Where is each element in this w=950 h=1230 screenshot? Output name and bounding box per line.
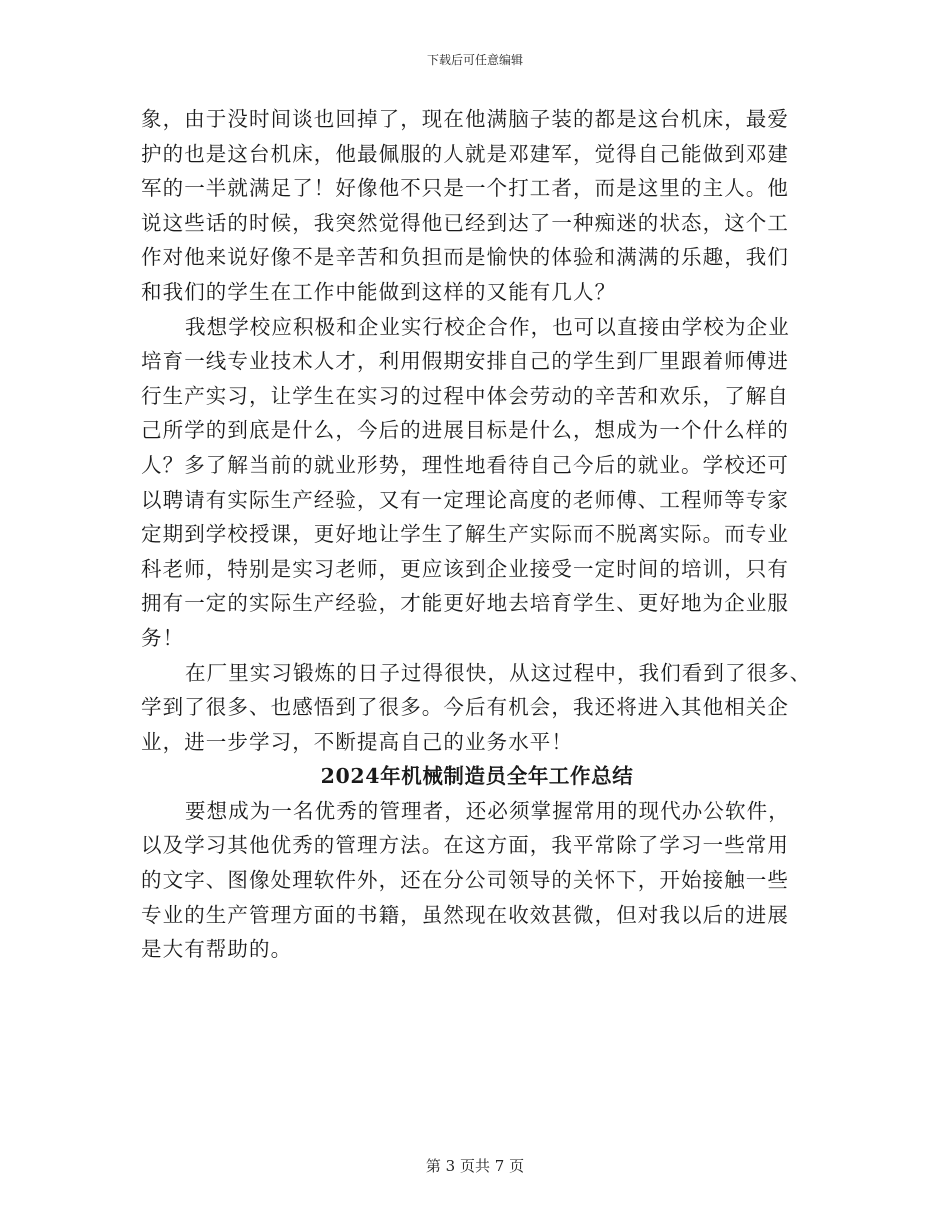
text-line: 己所学的到底是什么，今后的进展目标是什么，想成为一个什么样的 xyxy=(141,418,789,443)
text-line: 我想学校应积极和企业实行校企合作，也可以直接由学校为企业 xyxy=(185,314,790,339)
text-line: 业，进一步学习，不断提高自己的业务水平！ xyxy=(141,729,573,754)
text-line: 培育一线专业技术人才，利用假期安排自己的学生到厂里跟着师傅进 xyxy=(141,349,789,374)
paragraph xyxy=(141,656,811,760)
paragraph xyxy=(141,310,811,656)
page-number: 第 3 页共 7 页 xyxy=(425,1157,525,1175)
text-line: 拥有一定的实际生产经验，才能更好地去培育学生、更好地为企业服 xyxy=(141,591,789,616)
text-line: 是大有帮助的。 xyxy=(141,937,293,962)
text-line: 在厂里实习锻炼的日子过得很快，从这过程中，我们看到了很多、 xyxy=(185,660,812,685)
page-footer xyxy=(0,1156,950,1176)
text-line: 要想成为一名优秀的管理者，还必须掌握常用的现代办公软件， xyxy=(185,798,790,823)
paragraph xyxy=(141,102,811,310)
text-line: 和我们的学生在工作中能做到这样的又能有几人？ xyxy=(141,279,617,304)
text-line: 军的一半就满足了！好像他不只是一个打工者，而是这里的主人。他 xyxy=(141,176,789,201)
text-line: 务！ xyxy=(141,625,185,650)
page-header xyxy=(0,52,950,68)
text-line: 护的也是这台机床，他最佩服的人就是邓建军，觉得自己能做到邓建 xyxy=(141,141,789,166)
text-line: 学到了很多、也感悟到了很多。今后有机会，我还将进入其他相关企 xyxy=(141,695,789,720)
text-line: 人？多了解当前的就业形势，理性地看待自己今后的就业。学校还可 xyxy=(141,452,789,477)
text-line: 行生产实习，让学生在实习的过程中体会劳动的辛苦和欢乐，了解自 xyxy=(141,383,789,408)
text-line: 作对他来说好像不是辛苦和负担而是愉快的体验和满满的乐趣，我们 xyxy=(141,245,789,270)
header-note: 下载后可任意编辑 xyxy=(426,53,523,67)
text-line: 以聘请有实际生产经验，又有一定理论高度的老师傅、工程师等专家 xyxy=(141,487,789,512)
text-line: 专业的生产管理方面的书籍，虽然现在收效甚微，但对我以后的进展 xyxy=(141,902,789,927)
text-line: 象，由于没时间谈也回掉了，现在他满脑子装的都是这台机床，最爱 xyxy=(141,107,789,131)
document-body xyxy=(141,102,811,967)
section-title: 2024年机械制造员全年工作总结 xyxy=(320,764,634,789)
text-line: 以及学习其他优秀的管理方法。在这方面，我平常除了学习一些常用 xyxy=(141,833,789,858)
text-line: 的文字、图像处理软件外，还在分公司领导的关怀下，开始接触一些 xyxy=(141,868,789,893)
text-line: 科老师，特别是实习老师，更应该到企业接受一定时间的培训，只有 xyxy=(141,556,789,581)
text-line: 说这些话的时候，我突然觉得他已经到达了一种痴迷的状态，这个工 xyxy=(141,210,789,235)
paragraph xyxy=(141,794,811,967)
text-line: 定期到学校授课，更好地让学生了解生产实际而不脱离实际。而专业 xyxy=(141,522,789,547)
